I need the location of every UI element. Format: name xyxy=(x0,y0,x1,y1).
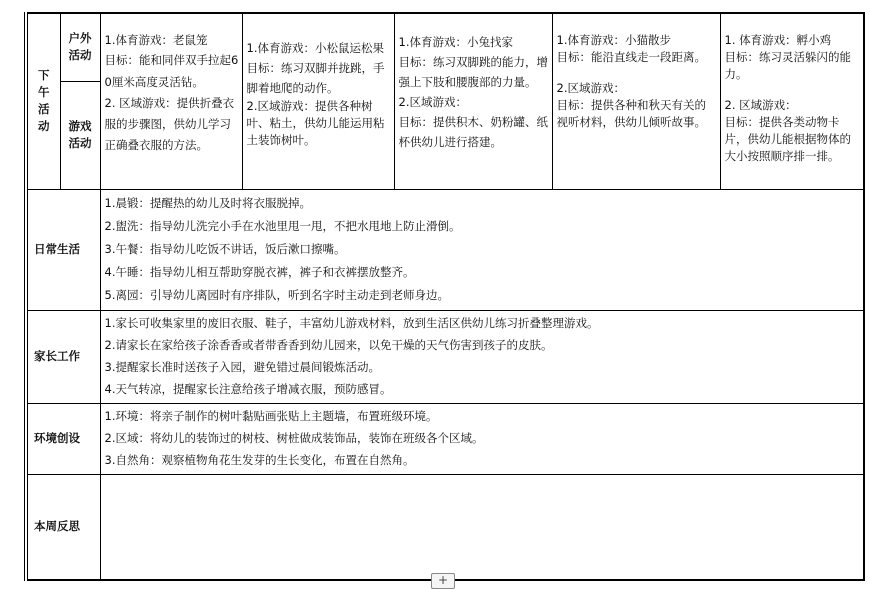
day-1-line-3: 2. 区域游戏：提供折叠衣服的步骤图，供幼儿学习正确叠衣服的方法。 xyxy=(104,96,235,152)
day-1-line-1: 1.体育游戏：老鼠笼 xyxy=(104,33,208,47)
weekly-reflection-label: 本周反思 xyxy=(26,474,100,580)
day-4-line-4: 目标：提供各种和秋天有关的视听材料，供幼儿倾听故事。 xyxy=(556,98,706,129)
parents-item-3: 3.提醒家长准时送孩子入园，避免错过晨间锻炼活动。 xyxy=(104,359,380,374)
afternoon-text: 下 午 活 动 xyxy=(38,68,50,134)
day-5-line-4: 目标：提供各类动物卡片，供幼儿能根据物体的大小按照顺序排一排。 xyxy=(724,115,851,163)
daily-item-2: 2.盥洗：指导幼儿洗完小手在水池里甩一甩，不把水甩地上防止滑倒。 xyxy=(104,218,461,233)
day-1-line-2: 目标：能和同伴双手拉起60厘米高度灵活钻。 xyxy=(104,53,239,89)
day-3-title: 1.体育游戏：小兔找家 xyxy=(398,35,513,49)
parents-work-content[interactable] xyxy=(100,310,864,403)
parents-item-1: 1.家长可收集家里的废旧衣服、鞋子，丰富幼儿游戏材料，放到生活区供幼儿练习折叠整理游戏。 xyxy=(104,315,599,330)
environment-label: 环境创设 xyxy=(26,403,100,474)
afternoon-header xyxy=(26,13,60,189)
environment-content[interactable] xyxy=(100,403,864,474)
weekly-plan-document xyxy=(24,12,862,581)
parents-item-4: 4.天气转凉，提醒家长注意给孩子增减衣服，预防感冒。 xyxy=(104,381,392,396)
day-3-line-2: 目标：练习双脚跳的能力，增强上下肢和腰腹部的力量。 xyxy=(398,55,548,89)
day-5-line-3: 2. 区域游戏： xyxy=(724,98,797,112)
daily-item-5: 5.离园：引导幼儿离园时有序排队，听到名字时主动走到老师身边。 xyxy=(104,287,449,302)
day-3-line-1 xyxy=(399,32,549,52)
day-4-line-1: 1.体育游戏：小猫散步 xyxy=(556,33,671,47)
day-2-line-3: 2.区域游戏：提供各种树叶、粘土，供幼儿能运用粘土装饰树叶。 xyxy=(246,99,385,147)
weekly-plan-table xyxy=(24,12,865,581)
day-cell-1[interactable] xyxy=(100,13,242,189)
environment-item-3: 3.自然角：观察植物角花生发芽的生长变化，布置在自然角。 xyxy=(104,452,415,467)
parents-item-2: 2.请家长在家给孩子涂香香或者带香香到幼儿园来，以免干燥的天气伤害到孩子的皮肤。 xyxy=(104,337,553,352)
add-row-button[interactable]: + xyxy=(431,573,455,589)
day-2-line-2: 目标：练习双脚并拢跳，手脚着地爬的动作。 xyxy=(246,61,385,95)
daily-life-content[interactable] xyxy=(100,189,864,310)
day-3-line-4: 目标：提供积木、奶粉罐、纸杯供幼儿进行搭建。 xyxy=(398,115,548,149)
day-4-line-3: 2.区域游戏： xyxy=(556,81,625,95)
day-2-line-1: 1.体育游戏：小松鼠运松果 xyxy=(246,41,384,55)
daily-item-3: 3.午餐：指导幼儿吃饭不讲话，饭后漱口擦嘴。 xyxy=(104,241,346,256)
outdoor-label xyxy=(60,13,100,81)
game-text: 游戏 活动 xyxy=(68,119,92,150)
environment-item-1: 1.环境：将亲子制作的树叶黏贴画张贴上主题墙，布置班级环境。 xyxy=(104,408,438,423)
daily-item-4: 4.午睡：指导幼儿相互帮助穿脱衣裤，裤子和衣裤摆放整齐。 xyxy=(104,264,415,279)
day-5-line-2: 目标：练习灵活躲闪的能力。 xyxy=(724,50,851,81)
day-3-line-3: 2.区域游戏： xyxy=(398,95,467,109)
parents-work-label: 家长工作 xyxy=(26,310,100,403)
weekly-reflection-content[interactable] xyxy=(100,474,864,580)
day-cell-5[interactable] xyxy=(720,13,864,189)
day-cell-3[interactable] xyxy=(394,13,552,189)
day-cell-4[interactable] xyxy=(552,13,720,189)
daily-life-label: 日常生活 xyxy=(26,189,100,310)
environment-item-2: 2.区域：将幼儿的装饰过的树枝、树桩做成装饰品，装饰在班级各个区域。 xyxy=(104,430,484,445)
outdoor-text: 户外 活动 xyxy=(68,31,92,63)
day-5-line-1: 1. 体育游戏：孵小鸡 xyxy=(724,33,832,47)
day-4-line-2: 目标：能沿直线走一段距离。 xyxy=(556,50,706,64)
daily-item-1: 1.晨锻：提醒热的幼儿及时将衣服脱掉。 xyxy=(104,195,311,210)
game-label xyxy=(60,81,100,189)
day-cell-2[interactable] xyxy=(242,13,394,189)
